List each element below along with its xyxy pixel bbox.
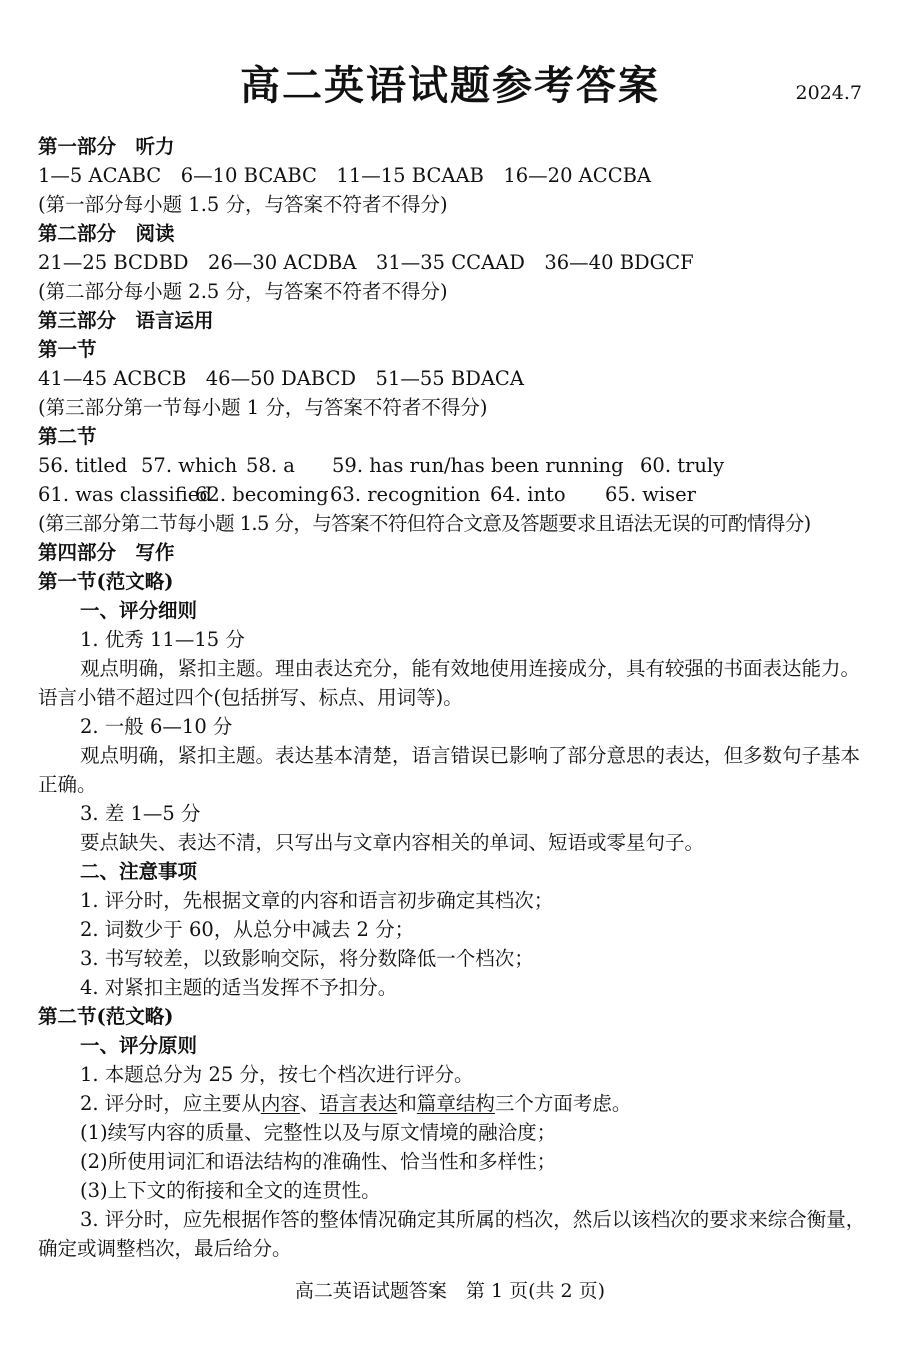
answer-item: 59. has run/has been running [332,454,624,477]
part3-sec2-heading: 第二节 [38,425,97,448]
level3-description: 要点缺失、表达不清，只写出与文章内容相关的单词、短语或零星句子。 [80,831,705,854]
underlined-term: 内容 [260,1092,300,1115]
answer-item: 62. becoming [195,483,329,506]
principle-2 [38,1089,868,1118]
separator: 、 [299,1092,320,1115]
principles-heading: 一、评分原则 [80,1034,198,1057]
level1-label: 1. 优秀 11—15 分 [80,628,245,651]
part1-note: (第一部分每小题 1.5 分，与答案不符者不得分) [38,193,448,216]
principle-2-tail: 三个方面考虑。 [494,1092,632,1115]
answer-item: 57. which [141,454,238,477]
note-item: 2. 词数少于 60，从总分中减去 2 分； [80,918,415,941]
underlined-term: 语言表达 [319,1092,398,1115]
principle-1: 1. 本题总分为 25 分，按七个档次进行评分。 [80,1063,474,1086]
answer-content [38,132,868,1263]
part2-note: (第二部分每小题 2.5 分，与答案不符者不得分) [38,280,448,303]
answer-item: 58. a [246,454,295,477]
notes-heading: 二、注意事项 [80,860,198,883]
date-label: 2024.7 [795,82,862,104]
principle-3: 3. 评分时，应先根据作答的整体情况确定其所属的档次，然后以该档次的要求来综合衡量，确定或调整档次，最后给分。 [38,1208,866,1260]
part3-heading: 第三部分 语言运用 [38,309,214,332]
part1-heading: 第一部分 听力 [38,135,175,158]
separator: 和 [397,1092,417,1115]
sub-item: (1)续写内容的质量、完整性以及与原文情境的融洽度； [80,1121,557,1144]
part3-sec2-note: (第三部分第二节每小题 1.5 分，与答案不符但符合文意及答题要求且语法无误的可酌情得分) [38,512,811,535]
part4-sec2-heading: 第二节(范文略) [38,1005,174,1028]
answer-item: 64. into [490,483,566,506]
answer-item: 61. was classified [38,483,212,506]
part3-sec1-note: (第三部分第一节每小题 1 分，与答案不符者不得分) [38,396,488,419]
note-item: 1. 评分时，先根据文章的内容和语言初步确定其档次； [80,889,554,912]
part3-sec1-answers: 41—45 ACBCB 46—50 DABCD 51—55 BDACA [38,367,524,390]
page-footer: 高二英语试题答案 第 1 页(共 2 页) [294,1280,606,1302]
answer-item: 65. wiser [605,483,697,506]
part4-heading: 第四部分 写作 [38,541,175,564]
level1-description: 观点明确，紧扣主题。理由表达充分，能有效地使用连接成分，具有较强的书面表达能力。语言小错不超过四个(包括拼写、标点、用词等)。 [38,657,861,709]
answer-item: 60. truly [640,454,725,477]
part3-sec2-answers-row1 [38,451,868,480]
sub-item: (3)上下文的衔接和全文的连贯性。 [80,1179,381,1202]
part2-answers: 21—25 BCDBD 26—30 ACDBA 31—35 CCAAD 36—40 BDGCF [38,251,694,274]
rules-heading: 一、评分细则 [80,599,198,622]
answer-item: 63. recognition [330,483,481,506]
level2-description: 观点明确，紧扣主题。表达基本清楚，语言错误已影响了部分意思的表达，但多数句子基本正确。 [38,744,861,796]
note-item: 4. 对紧扣主题的适当发挥不予扣分。 [80,976,398,999]
sub-item: (2)所使用词汇和语法结构的准确性、恰当性和多样性； [80,1150,557,1173]
principle-2-text: 2. 评分时，应主要从 [80,1092,261,1115]
underlined-term: 篇章结构 [416,1092,495,1115]
level3-label: 3. 差 1—5 分 [80,802,201,825]
part3-sec1-heading: 第一节 [38,338,97,361]
level2-label: 2. 一般 6—10 分 [80,715,233,738]
part2-heading: 第二部分 阅读 [38,222,175,245]
part1-answers: 1—5 ACABC 6—10 BCABC 11—15 BCAAB 16—20 ACCBA [38,164,652,187]
page-title: 高二英语试题参考答案 [240,62,660,109]
part4-sec1-heading: 第一节(范文略) [38,570,174,593]
part3-sec2-answers-row2 [38,480,868,509]
note-item: 3. 书写较差，以致影响交际，将分数降低一个档次； [80,947,534,970]
answer-item: 56. titled [38,454,128,477]
